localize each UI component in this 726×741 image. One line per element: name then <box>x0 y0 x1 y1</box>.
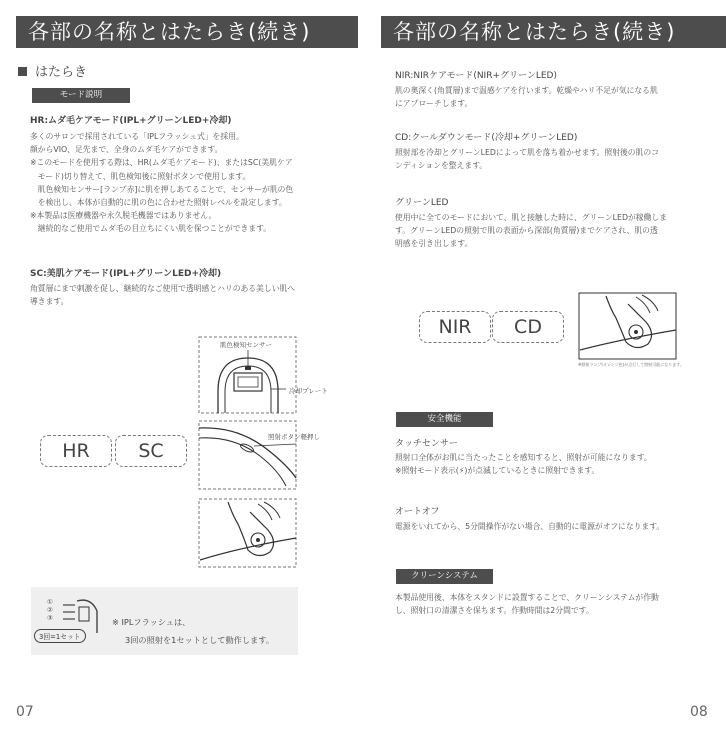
device-outline <box>228 502 274 556</box>
control-dial-center <box>634 330 638 334</box>
text-line: 照射部を冷却とグリーンLEDによって肌を落ち着かせます。照射後の肌のコ <box>395 148 659 157</box>
cooling-plate-label: 冷却プレート <box>289 387 328 395</box>
text-line: 肌の奥深く(角質層)まで温感ケアを行います。乾燥やハリ不足が気になる肌 <box>395 86 658 95</box>
green-led-heading: グリーンLED <box>395 198 449 208</box>
section-heading <box>18 61 87 80</box>
mode-description-pill: モード説明 <box>32 88 130 103</box>
hand-usage-figure <box>198 498 298 568</box>
hr-mode-heading: HR:ムダ毛ケアモード(IPL+グリーンLED+冷却) <box>30 116 232 126</box>
square-bullet-icon <box>18 67 27 76</box>
text-line: ンディションを整えます。 <box>395 161 488 171</box>
figure-frame <box>199 499 296 567</box>
hr-mode-button[interactable]: HR <box>40 435 112 467</box>
figure-frame <box>579 293 676 359</box>
text-line: を検出し、本体が自動的に肌の色に合わせた照射レベルを設定します。 <box>30 198 287 208</box>
text-line: 継続的なご使用でムダ毛の目立ちにくい肌を保つことができます。 <box>30 224 272 234</box>
cd-mode-text <box>395 146 715 172</box>
text-line: 使用中に全てのモードにおいて、肌と接触した時に、グリーンLEDが稼働しま <box>395 213 667 222</box>
hr-mode-text <box>30 130 360 236</box>
text-line: 明感を引き出します。 <box>395 239 473 249</box>
text-line: 多くのサロンで採用されている「IPLフラッシュ式」を採用。 <box>30 132 244 141</box>
hand-fingers <box>636 295 658 313</box>
text-line: 本製品使用後、本体をスタンドに設置することで、クリーンシステムが作動 <box>395 593 659 602</box>
nir-mode-text <box>395 84 715 110</box>
text-line: ※本製品は医療機器や永久脱毛機器ではありません。 <box>30 211 217 221</box>
section-heading-text: はたらき <box>35 65 88 80</box>
text-line: 角質層にまで刺激を促し、継続的なご使用で透明感とハリのある美しい肌へ <box>30 284 296 293</box>
text-line: 肌色検知センサー[ランプ赤]に肌を押しあてることで、センサーが肌の色 <box>30 184 294 194</box>
nir-mode-button[interactable]: NIR <box>419 311 491 343</box>
text-line: 照射口全体がお肌に当たったことを感知すると、照射が可能になります。 <box>395 453 652 462</box>
num-2: ② <box>47 606 53 614</box>
sc-mode-heading: SC:美肌ケアモード(IPL+グリーンLED+冷却) <box>30 269 222 279</box>
num-1: ① <box>47 598 53 606</box>
safety-function-pill: 安全機能 <box>396 412 493 427</box>
text-line: し、照射口の清潔さを保ちます。作動時間は2分間です。 <box>395 606 594 616</box>
flash-count-numbers <box>47 598 53 622</box>
skin-sensor-mark <box>245 366 251 370</box>
auto-off-heading: オートオフ <box>395 507 440 517</box>
clean-system-pill: クリーンシステム <box>396 569 493 584</box>
text-line: にアプローチします。 <box>395 99 473 109</box>
green-led-text <box>395 211 715 251</box>
skin-line <box>580 330 676 350</box>
figure-caption: ※照射ランプ(オレンジ色)が点灯して照射可能になります。 <box>578 362 684 367</box>
sensor-label: 肌色検知センサー <box>220 341 272 349</box>
num-3: ③ <box>47 614 53 622</box>
hand-usage-figure-right <box>578 292 678 360</box>
text-line: ※このモードを使用する際は、HR(ムダ毛ケアモード)、またはSC(美肌ケア <box>30 158 293 168</box>
text-line: ※照射モード表示(⚡)が点滅しているときに照射できます。 <box>395 466 600 476</box>
text-line: す。グリーンLEDの照射で肌の表面から深部(角質層)までケアされ、肌の透 <box>395 226 658 236</box>
touch-sensor-heading: タッチセンサー <box>395 439 458 449</box>
ipl-note-line-2: 3回の照射を1セットとして動作します。 <box>125 635 274 645</box>
hand-fingers <box>258 502 280 520</box>
clean-system-text <box>395 591 715 617</box>
three-times-one-set-badge: 3回=1セット <box>34 629 86 643</box>
right-page-title: 各部の名称とはたらき(続き) <box>381 16 726 48</box>
cd-mode-button[interactable]: CD <box>492 311 564 343</box>
text-line: モード)切り替えて、肌色検知後に照射ボタンで使用します。 <box>30 171 251 181</box>
page-number-right: 08 <box>690 704 708 720</box>
left-page-title: 各部の名称とはたらき(続き) <box>16 16 358 48</box>
text-line: 電源をいれてから、5分間操作がない場合、自動的に電源がオフになります。 <box>395 522 665 531</box>
sc-mode-text <box>30 282 360 308</box>
cd-mode-heading: CD:クールダウンモード(冷却+グリーンLED) <box>395 133 578 143</box>
ipl-note-line-1: ※ IPLフラッシュは、 <box>112 617 191 627</box>
ipl-note-box <box>31 587 298 655</box>
text-line: 導きます。 <box>30 297 69 307</box>
auto-off-text <box>395 520 715 533</box>
sc-mode-button[interactable]: SC <box>115 435 187 467</box>
text-line: 顔からVIO、足先まで、全身のムダ毛ケアができます。 <box>30 145 223 155</box>
press-button-label: 照射ボタン軽押し <box>268 433 320 441</box>
touch-sensor-text <box>395 451 715 477</box>
flash-window-inner <box>238 377 258 387</box>
nir-mode-heading: NIR:NIRケアモード(NIR+グリーンLED) <box>395 71 557 81</box>
control-dial-center <box>256 538 260 542</box>
button-press-figure <box>198 420 333 490</box>
page-number-left: 07 <box>16 704 34 720</box>
